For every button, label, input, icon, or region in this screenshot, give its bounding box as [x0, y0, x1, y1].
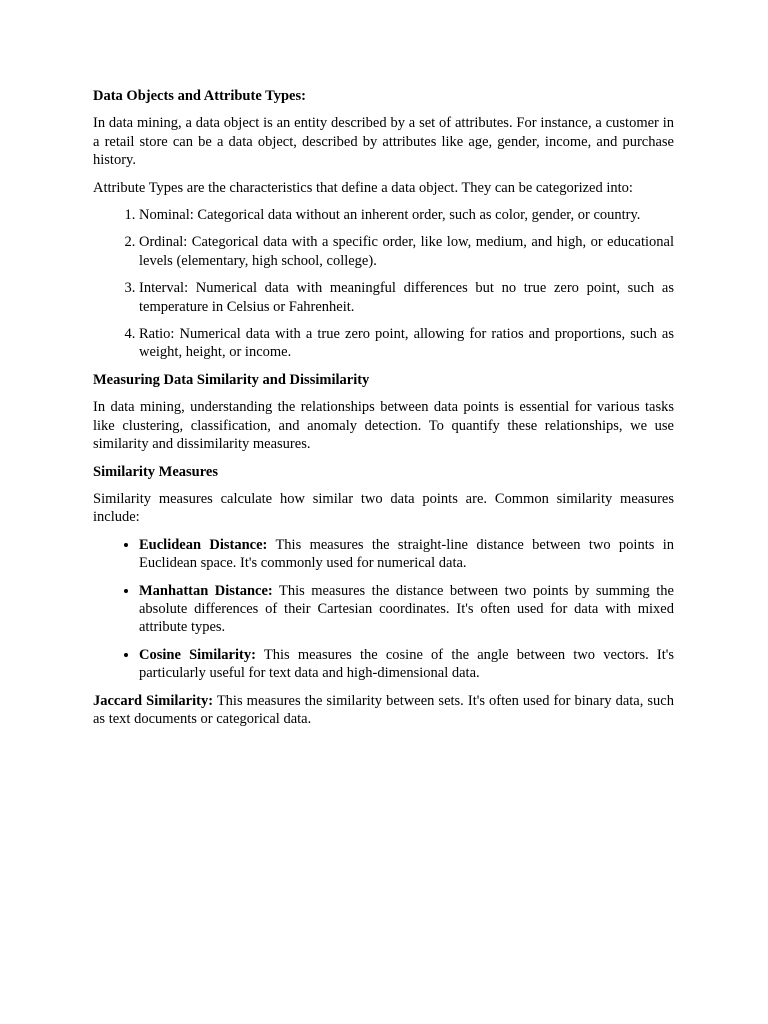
description-manhattan: This measures the distance between two points by summing the absolute differences of their Cartesian coordinates. It's often used for data with mixed attribute types.	[139, 582, 674, 636]
list-item-cosine	[139, 646, 674, 683]
section-heading-similarity-measures: Similarity Measures	[93, 463, 218, 480]
description-euclidean: This measures the straight-line distance between two points in Euclidean space. It's commonly used for numerical data.	[139, 536, 674, 572]
list-item-ordinal: 2. Ordinal: Categorical data with a specific order, like low, medium, and high, or educational levels (elementary, high school, college).	[139, 233, 674, 270]
term-jaccard: Jaccard Similarity:	[93, 692, 214, 709]
term-cosine: Cosine Similarity:	[139, 646, 256, 663]
section-heading-data-objects: Data Objects and Attribute Types:	[93, 88, 306, 104]
term-manhattan: Manhattan Distance:	[139, 582, 273, 599]
list-item-nominal: 1. Nominal: Categorical data without an inherent order, such as color, gender, or country.	[139, 206, 674, 224]
description-cosine: This measures the cosine of the angle between two vectors. It's particularly useful for text data and high-dimensional data.	[139, 646, 674, 682]
paragraph-similarity-measures-intro: Similarity measures calculate how similar two data points are. Common similarity measures include:	[93, 490, 674, 526]
list-item-euclidean	[139, 536, 674, 573]
description-jaccard: This measures the similarity between sets. It's often used for binary data, such as text documents or categorical data.	[93, 692, 674, 727]
paragraph-similarity-intro: In data mining, understanding the relationships between data points is essential for various tasks like clustering, classification, and anomaly detection. To quantify these relationships, we use similarity and dissimilarity measures.	[93, 399, 674, 453]
list-item-interval: 3. Interval: Numerical data with meaningful differences but no true zero point, such as temperature in Celsius or Fahrenheit.	[139, 279, 674, 316]
paragraph-attribute-types-intro: Attribute Types are the characteristics that define a data object. They can be categorized into:	[93, 179, 633, 196]
similarity-measures-list	[93, 536, 674, 683]
paragraph-jaccard	[93, 692, 674, 729]
document-body	[93, 87, 674, 737]
list-item-ratio: 4. Ratio: Numerical data with a true zero point, allowing for ratios and proportions, such as weight, height, or income.	[139, 325, 674, 362]
paragraph-data-object-definition: In data mining, a data object is an entity described by a set of attributes. For instance, a customer in a retail store can be a data object, described by attributes like age, gender, income, and purchase history.	[93, 115, 674, 169]
list-item-manhattan	[139, 582, 674, 637]
term-euclidean: Euclidean Distance:	[139, 536, 268, 553]
attribute-types-list	[93, 206, 674, 362]
section-heading-similarity-dissimilarity: Measuring Data Similarity and Dissimilarity	[93, 371, 370, 388]
